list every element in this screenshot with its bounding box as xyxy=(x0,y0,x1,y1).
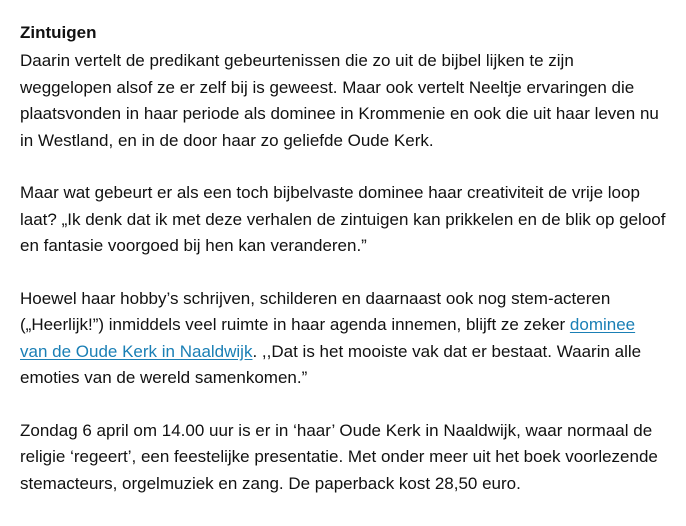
paragraph-3-text-after: . ,,Dat is het mooiste vak dat er bestaat. Waarin alle emoties van de wereld samenkomen.” xyxy=(20,341,642,387)
section-heading: Zintuigen xyxy=(20,23,97,42)
paragraph-3-text-before: Hoewel haar hobby’s schrijven, schilderen en daarnaast ook nog stem-acteren („Heerlijk!”) inmiddels veel ruimte in haar agenda innemen, blijft ze zeker xyxy=(20,288,611,334)
paragraph-1: Daarin vertelt de predikant gebeurtenissen die zo uit de bijbel lijken te zijn weggelopen alsof ze er zelf bij is geweest. Maar ook vertelt Neeltje ervaringen die plaatsvonden in haar periode als dominee in Krommenie en ook die uit haar leven nu in Westland, en in de door haar zo geliefde Oude Kerk. xyxy=(20,51,659,150)
paragraph-4: Zondag 6 april om 14.00 uur is er in ‘haar’ Oude Kerk in Naaldwijk, waar normaal de religie ‘regeert’, een feestelijke presentatie. Met onder meer uit het boek voorlezende stemacteurs, orgelmuziek en zang. De paperback kost 28,50 euro. xyxy=(20,420,658,493)
oude-kerk-naaldwijk-link[interactable]: dominee van de Oude Kerk in Naaldwijk xyxy=(20,315,636,361)
paragraph-3 xyxy=(20,286,666,392)
paragraph-2: Maar wat gebeurt er als een toch bijbelvaste dominee haar creativiteit de vrije loop laat? „Ik denk dat ik met deze verhalen de zintuigen kan prikkelen en de blik op geloof en fantasie voorgoed bij hen kan veranderen.” xyxy=(20,183,666,255)
